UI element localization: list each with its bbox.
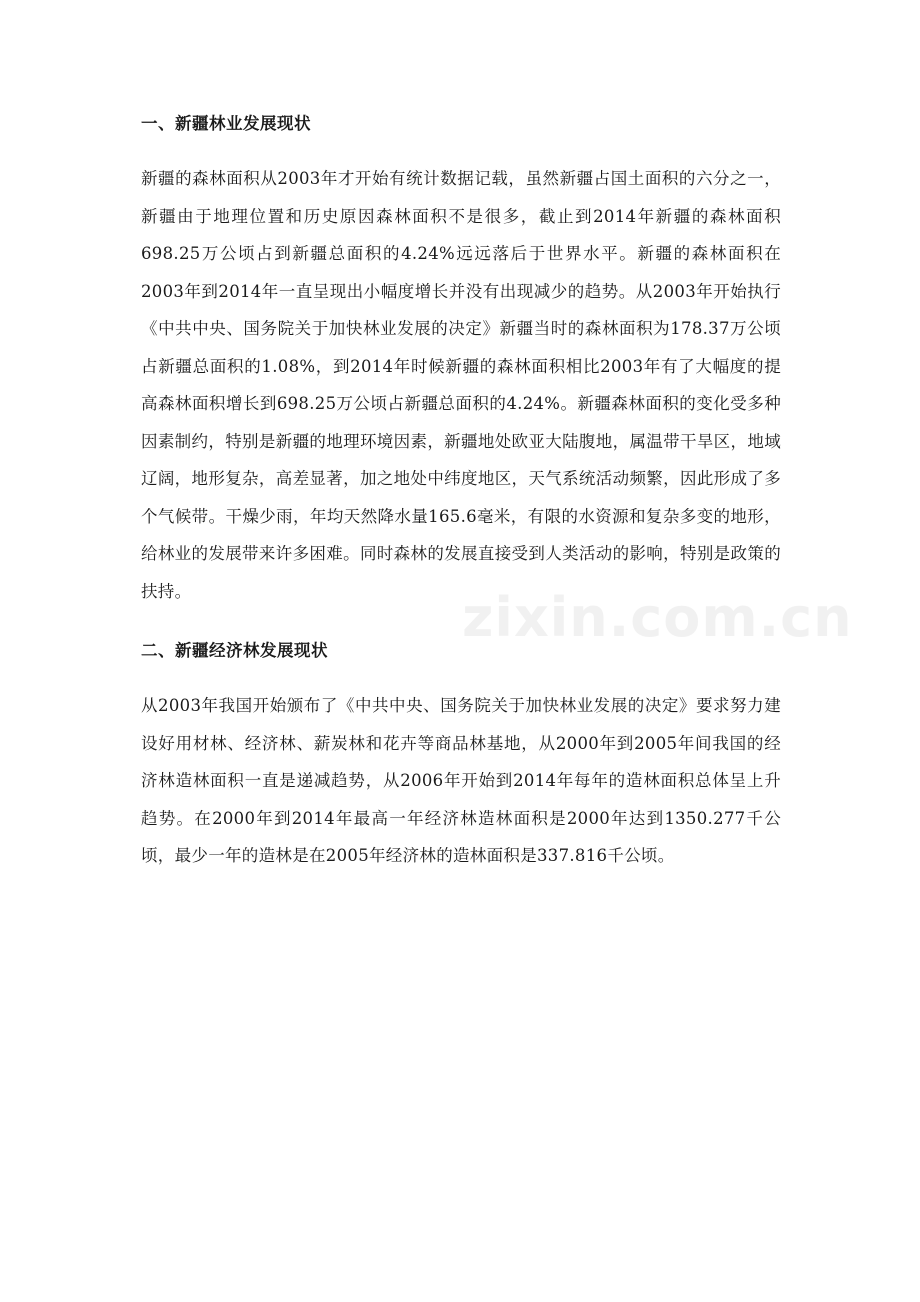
section-heading-economic-forest: 二、新疆经济林发展现状 bbox=[141, 641, 328, 660]
watermark: zixin.com.cn bbox=[462, 586, 853, 649]
section-paragraph-forestry: 新疆的森林面积从2003年才开始有统计数据记载，虽然新疆占国土面积的六分之一，新疆由于地理位置和历史原因森林面积不是很多，截止到2014年新疆的森林面积698.25万公顷占到新疆总面积的4.24%远远落后于世界水平。新疆的森林面积在2003年到2014年一直呈现出小幅度增长并没有出现减少的趋势。从2003年开始执行《中共中央、国务院关于加快林业发展的决定》新疆当时的森林面积为178.37万公顷占新疆总面积的1.08%，到2014年时候新疆的森林面积相比2003年有了大幅度的提高森林面积增长到698.25万公顷占新疆总面积的4.24%。新疆森林面积的变化受多种因素制约，特别是新疆的地理环境因素，新疆地处欧亚大陆腹地，属温带干旱区，地域辽阔，地形复杂，高差显著，加之地处中纬度地区，天气系统活动频繁，因此形成了多个气候带。干燥少雨，年均天然降水量165.6毫米，有限的水资源和复杂多变的地形，给林业的发展带来许多困难。同时森林的发展直接受到人类活动的影响，特别是政策的扶持。 bbox=[141, 169, 781, 601]
section-paragraph-economic-forest: 从2003年我国开始颁布了《中共中央、国务院关于加快林业发展的决定》要求努力建设好用材林、经济林、薪炭林和花卉等商品林基地，从2000年到2005年间我国的经济林造林面积一直是递减趋势，从2006年开始到2014年每年的造林面积总体呈上升趋势。在2000年到2014年最高一年经济林造林面积是2000年达到1350.277千公顷，最少一年的造林是在2005年经济林的造林面积是337.816千公顷。 bbox=[141, 696, 781, 865]
document-page bbox=[141, 105, 853, 875]
section-heading-forestry: 一、新疆林业发展现状 bbox=[141, 114, 311, 133]
